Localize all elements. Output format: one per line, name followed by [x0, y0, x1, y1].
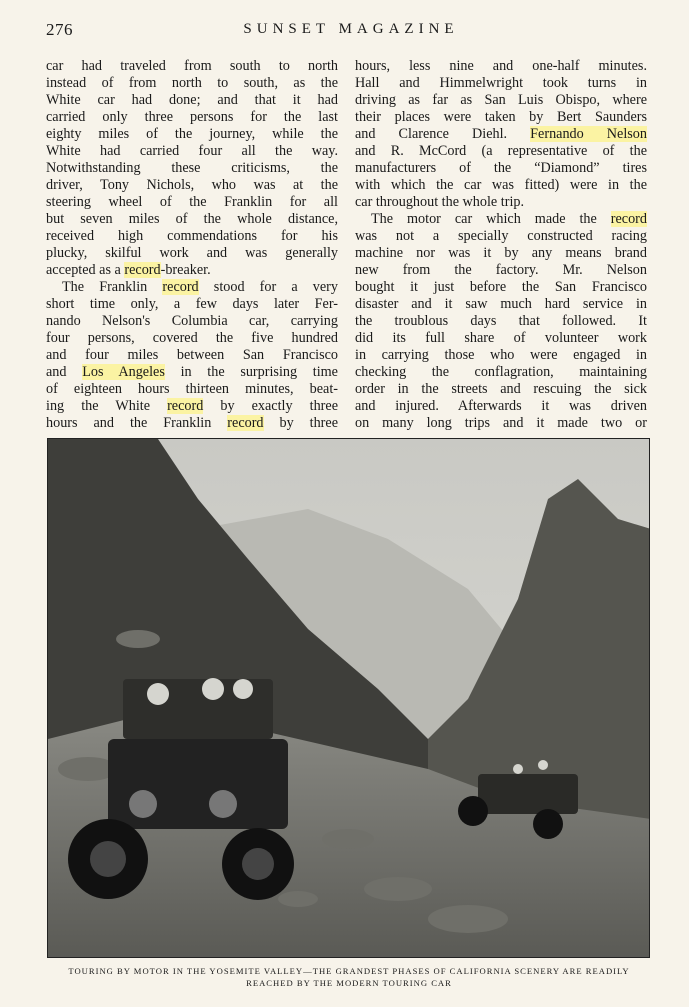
text-run: driving as far as San Luis Obispo, where [355, 92, 647, 108]
text-line [46, 279, 338, 296]
page-number: 276 [46, 20, 73, 39]
text-run: nando Nelson's Columbia car, carrying [46, 313, 338, 329]
text-line [46, 143, 338, 160]
text-line [355, 177, 647, 194]
caption-line-2: REACHED BY THE MODERN TOURING CAR [246, 978, 452, 988]
right-text-column [355, 58, 647, 432]
text-run: by exactly three [203, 398, 338, 414]
text-run: was not a specially constructed racing [355, 228, 647, 244]
text-line [46, 92, 338, 109]
text-run: on many long trips and it made two or [355, 415, 647, 431]
text-line [46, 347, 338, 364]
text-run: with which the car was fitted) were in the [355, 177, 647, 193]
text-line [46, 364, 338, 381]
text-run: received high commendations for his [46, 228, 338, 244]
text-run: car had traveled from south to north [46, 58, 338, 74]
text-line [355, 262, 647, 279]
text-run: bought it just before the San Francisco [355, 279, 647, 295]
text-run: checking the conflagration, maintaining [355, 364, 647, 380]
text-line [46, 245, 338, 262]
text-run: the troublous days that followed. It [355, 313, 647, 329]
text-line [355, 313, 647, 330]
text-run: and four miles between San Francisco [46, 347, 338, 363]
highlighted-term: record [227, 415, 264, 431]
text-line [355, 381, 647, 398]
text-line [355, 279, 647, 296]
text-line [355, 109, 647, 126]
highlighted-term: record [124, 262, 161, 278]
text-run: Notwithstanding these criticisms, the [46, 160, 338, 176]
magazine-title: SUNSET MAGAZINE [243, 21, 459, 37]
text-run: ing the White [46, 398, 168, 414]
photo-caption [46, 965, 652, 989]
text-line [46, 160, 338, 177]
yosemite-touring-photo [47, 438, 650, 958]
text-line [355, 143, 647, 160]
text-line [46, 415, 338, 432]
text-run: and injured. Afterwards it was driven [355, 398, 647, 414]
text-run: eighty miles of the journey, while the [46, 126, 338, 142]
text-line [46, 126, 338, 143]
text-run: in the surprising time [164, 364, 338, 380]
text-run: four persons, covered the five hundred [46, 330, 338, 346]
text-run: -breaker. [160, 262, 211, 278]
text-line [46, 58, 338, 75]
text-line [355, 415, 647, 432]
page-header [46, 20, 656, 44]
text-run: stood for a very [198, 279, 339, 295]
text-run: accepted as a [46, 262, 125, 278]
text-line [355, 75, 647, 92]
text-line [355, 160, 647, 177]
text-run: White car had done; and that it had [46, 92, 338, 108]
text-run: Hall and Himmelwright took turns in [355, 75, 647, 91]
text-line [46, 228, 338, 245]
text-run: by three [263, 415, 339, 431]
text-line [355, 296, 647, 313]
text-run: and R. McCord (a representative of the [355, 143, 647, 159]
text-line [355, 398, 647, 415]
text-line [355, 194, 647, 211]
text-line [46, 75, 338, 92]
highlighted-term: Fernando Nelson [530, 126, 647, 142]
text-run: hours and the Franklin [46, 415, 228, 431]
text-run: did its full share of volunteer work [355, 330, 647, 346]
text-run: but seven miles of the whole distance, [46, 211, 338, 227]
text-line [46, 313, 338, 330]
text-line [46, 109, 338, 126]
text-run: The motor car which made the [371, 211, 611, 227]
text-run: of eighteen hours thirteen minutes, beat- [46, 381, 338, 397]
text-line [46, 296, 338, 313]
text-run: and [46, 364, 83, 380]
text-run: new from the factory. Mr. Nelson [355, 262, 647, 278]
text-run: manufacturers of the “Diamond” tires [355, 160, 647, 176]
text-line [355, 58, 647, 75]
text-run: driver, Tony Nichols, who was at the [46, 177, 338, 193]
text-line [355, 330, 647, 347]
caption-line-1: TOURING BY MOTOR IN THE YOSEMITE VALLEY—THE GRANDEST PHASES OF CALIFORNIA SCENERY ARE READILY [68, 966, 630, 976]
text-run: The Franklin [62, 279, 163, 295]
highlighted-term: record [162, 279, 199, 295]
text-run: machine nor was it by any means brand [355, 245, 647, 261]
text-run: in carrying those who were engaged in [355, 347, 647, 363]
text-run: disaster and it saw much hard service in [355, 296, 647, 312]
text-line [355, 245, 647, 262]
text-run: short time only, a few days later Fer- [46, 296, 338, 312]
text-run: order in the streets and rescuing the sick [355, 381, 647, 397]
highlighted-term: Los Angeles [82, 364, 165, 380]
text-run: hours, less nine and one-half minutes. [355, 58, 647, 74]
text-run: carried only three persons for the last [46, 109, 338, 125]
text-run: plucky, skilful work and was generally [46, 245, 338, 261]
highlighted-term: record [167, 398, 204, 414]
text-run: car throughout the whole trip. [355, 194, 525, 210]
text-line [355, 364, 647, 381]
left-text-column [46, 58, 338, 432]
text-line [355, 228, 647, 245]
highlighted-term: record [610, 211, 647, 227]
photo-illustration [48, 439, 650, 958]
text-run: White had carried four all the way. [46, 143, 338, 159]
text-line [46, 262, 338, 279]
text-line [355, 92, 647, 109]
text-line [46, 211, 338, 228]
text-run: steering wheel of the Franklin for all [46, 194, 338, 210]
text-line [355, 126, 647, 143]
text-line [46, 381, 338, 398]
text-line [46, 177, 338, 194]
text-run: instead of from north to south, as the [46, 75, 338, 91]
text-line [355, 211, 647, 228]
text-line [46, 194, 338, 211]
text-line [355, 347, 647, 364]
text-run: their places were taken by Bert Saunders [355, 109, 647, 125]
text-line [46, 330, 338, 347]
text-run: and Clarence Diehl. [355, 126, 531, 142]
text-line [46, 398, 338, 415]
